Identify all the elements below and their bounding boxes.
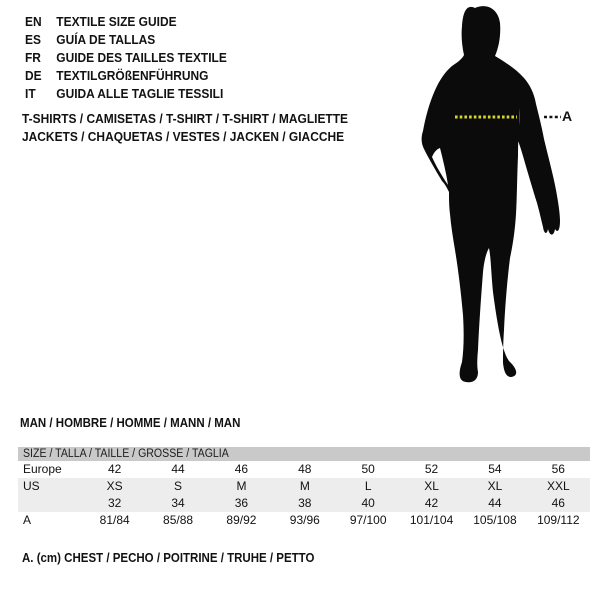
lang-code: ES — [25, 32, 41, 47]
lang-title: GUIDE DES TAILLES TEXTILE — [56, 50, 227, 65]
lang-title: GUÍA DE TALLAS — [56, 32, 156, 47]
table-cell: 89/92 — [226, 513, 257, 527]
lang-code: EN — [25, 14, 42, 29]
table-row-chest-cm — [18, 512, 590, 529]
table-cell: 42 — [424, 496, 439, 510]
table-cell: 34 — [171, 496, 185, 510]
table-cell: 48 — [298, 462, 312, 476]
garment-categories — [22, 110, 376, 146]
table-cell: 46 — [234, 462, 249, 476]
table-cell: 105/108 — [473, 513, 517, 527]
measure-label-a: A — [562, 108, 573, 124]
table-cell: 97/100 — [349, 513, 387, 527]
lang-row-it — [25, 85, 244, 103]
lang-title: TEXTILGRÖßENFÜHRUNG — [56, 68, 209, 83]
table-cell: 109/112 — [537, 513, 580, 527]
table-cell: 36 — [234, 496, 249, 510]
table-cell: S — [174, 479, 183, 493]
table-cell: 32 — [108, 496, 122, 510]
table-cell: XL — [424, 479, 439, 493]
table-cell: 44 — [488, 496, 502, 510]
language-title-list — [25, 13, 244, 103]
section-title-man: MAN / HOMBRE / HOMME / MANN / MAN — [20, 416, 241, 430]
lang-code: DE — [25, 68, 42, 83]
table-cell: 81/84 — [99, 513, 130, 527]
man-silhouette-body — [422, 6, 560, 382]
table-cell: 101/104 — [409, 513, 454, 527]
man-silhouette-figure — [415, 0, 575, 400]
table-cell: 44 — [171, 462, 185, 476]
table-cell: 42 — [108, 462, 122, 476]
footnote-chest-legend: A. (cm) CHEST / PECHO / POITRINE / TRUHE / PETTO — [22, 551, 315, 565]
lang-code: IT — [25, 86, 36, 101]
table-cell: XXL — [546, 479, 570, 493]
row-label: Europe — [23, 462, 62, 476]
table-row-us — [18, 478, 590, 495]
table-row-europe — [18, 461, 590, 478]
lang-title: TEXTILE SIZE GUIDE — [56, 14, 177, 29]
lang-row-es — [25, 31, 244, 49]
table-cell: XL — [487, 479, 503, 493]
table-cell: 56 — [551, 462, 565, 476]
row-label: US — [23, 479, 40, 493]
table-row-numeric — [18, 495, 590, 512]
lang-title: GUIDA ALLE TAGLIE TESSILI — [56, 86, 224, 101]
table-cell: 40 — [361, 496, 375, 510]
table-cell: M — [299, 479, 310, 493]
table-cell: L — [364, 479, 372, 493]
category-jackets: JACKETS / CHAQUETAS / VESTES / JACKEN / GIACCHE — [22, 129, 345, 144]
table-cell: 85/88 — [163, 513, 194, 527]
table-cell: XS — [106, 479, 123, 493]
table-cell: 38 — [298, 496, 312, 510]
table-cell: 50 — [361, 462, 375, 476]
lang-row-en — [25, 13, 244, 31]
size-table-header: SIZE / TALLA / TAILLE / GRÖSSE / TAGLIA — [18, 447, 590, 461]
table-cell: M — [236, 479, 247, 493]
row-label — [18, 495, 83, 512]
row-label: A — [23, 513, 32, 527]
lang-row-fr — [25, 49, 244, 67]
size-table — [18, 447, 590, 529]
table-cell: 54 — [488, 462, 502, 476]
table-cell: 93/96 — [289, 513, 320, 527]
lang-code: FR — [25, 50, 41, 65]
category-tshirts: T-SHIRTS / CAMISETAS / T-SHIRT / T-SHIRT / MAGLIETTE — [22, 111, 349, 126]
table-cell: 46 — [551, 496, 565, 510]
table-cell: 52 — [424, 462, 439, 476]
lang-row-de — [25, 67, 244, 85]
